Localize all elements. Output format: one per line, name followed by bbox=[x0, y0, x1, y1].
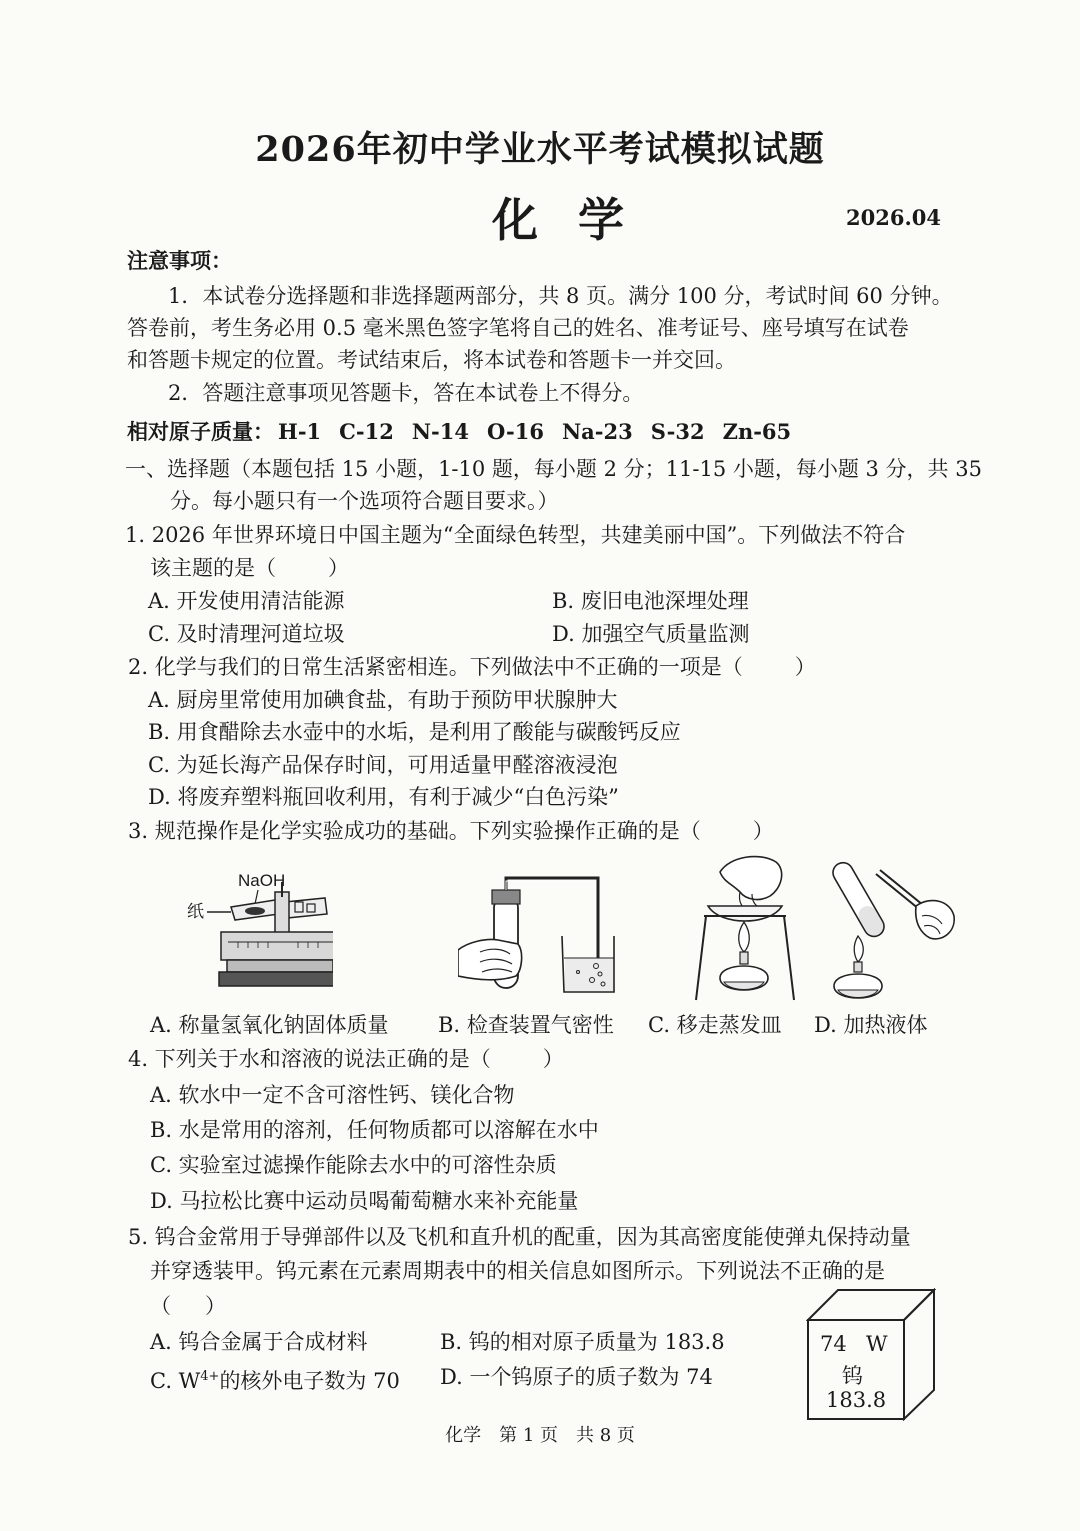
q1-option-d: D. 加强空气质量监测 bbox=[552, 622, 750, 646]
element-symbol: W bbox=[866, 1332, 888, 1356]
q5-option-a: A. 钨合金属于合成材料 bbox=[150, 1330, 368, 1354]
q1-stem-line2: 该主题的是（ ） bbox=[150, 556, 349, 580]
q4-option-b: B. 水是常用的溶剂，任何物质都可以溶解在水中 bbox=[150, 1118, 599, 1142]
q2-stem: 2. 化学与我们的日常生活紧密相连。下列做法中不正确的一项是（ ） bbox=[128, 655, 816, 679]
mass-zn: Zn-65 bbox=[722, 419, 792, 444]
mass-o: O-16 bbox=[486, 419, 544, 444]
q5-option-d: D. 一个钨原子的质子数为 74 bbox=[440, 1365, 713, 1389]
q4-option-a: A. 软水中一定不含可溶性钙、镁化合物 bbox=[150, 1083, 515, 1107]
atomic-masses bbox=[127, 418, 809, 446]
notes-item2: 2．答题注意事项见答题卡，答在本试卷上不得分。 bbox=[168, 381, 644, 405]
mass-s: S-32 bbox=[650, 419, 705, 444]
element-atomic-mass: 183.8 bbox=[826, 1388, 887, 1412]
q1-stem-line1: 1. 2026 年世界环境日中国主题为“全面绿色转型，共建美丽中国”。下列做法不符合 bbox=[125, 523, 906, 547]
q2-option-d: D. 将废弃塑料瓶回收利用，有利于减少“白色污染” bbox=[148, 785, 619, 809]
exam-date: 2026.04 bbox=[846, 205, 941, 230]
q1-option-a: A. 开发使用清洁能源 bbox=[148, 589, 345, 613]
page-footer: 化学 第 1 页 共 8 页 bbox=[445, 1425, 635, 1446]
q5-stem-line2: 并穿透装甲。钨元素在元素周期表中的相关信息如图所示。下列说法不正确的是 bbox=[150, 1259, 885, 1283]
notes-item1-line2: 答卷前，考生务必用 0.5 毫米黑色签字笔将自己的姓名、准考证号、座号填写在试卷 bbox=[127, 316, 909, 340]
q3-option-a: A. 称量氢氧化钠固体质量 bbox=[150, 1013, 389, 1037]
q2-option-c: C. 为延长海产品保存时间，可用适量甲醛溶液浸泡 bbox=[148, 753, 618, 777]
mass-h: H-1 bbox=[278, 419, 322, 444]
q3-option-b: B. 检查装置气密性 bbox=[438, 1013, 614, 1037]
q5-stem-line1: 5. 钨合金常用于导弹部件以及飞机和直升机的配重，因为其高密度能使弹丸保持动量 bbox=[128, 1225, 911, 1249]
notes-heading: 注意事项： bbox=[127, 248, 232, 273]
q3-option-c: C. 移走蒸发皿 bbox=[648, 1013, 782, 1037]
figure-heating-liquid bbox=[826, 856, 956, 1004]
figure-label-naoh: NaOH bbox=[238, 871, 286, 890]
figure-label-paper: 纸 bbox=[187, 902, 204, 921]
mass-c: C-12 bbox=[339, 419, 394, 444]
exam-title: 2026年初中学业水平考试模拟试题 bbox=[255, 129, 825, 170]
figure-airtightness-check bbox=[458, 872, 618, 1002]
notes-item1-line3: 和答题卡规定的位置。考试结束后，将本试卷和答题卡一并交回。 bbox=[127, 348, 736, 372]
q1-option-c: C. 及时清理河道垃圾 bbox=[148, 622, 345, 646]
tungsten-element-cell bbox=[806, 1288, 936, 1421]
q4-option-d: D. 马拉松比赛中运动员喝葡萄糖水来补充能量 bbox=[150, 1189, 579, 1213]
q2-option-b: B. 用食醋除去水壶中的水垢，是利用了酸能与碳酸钙反应 bbox=[148, 720, 681, 744]
notes-item1-line1: 1．本试卷分选择题和非选择题两部分，共 8 页。满分 100 分，考试时间 60 分钟。 bbox=[168, 284, 953, 308]
figure-balance-weighing bbox=[183, 862, 333, 997]
q5-stem-line3: （ ） bbox=[150, 1294, 226, 1318]
atomic-masses-label: 相对原子质量： bbox=[127, 419, 274, 444]
q5-option-c: C. $W^{4+}$的核外电子数为 70 bbox=[150, 1369, 400, 1393]
mass-na: Na-23 bbox=[561, 419, 633, 444]
subject-title: 化学 bbox=[492, 193, 664, 247]
figure-evaporating-dish bbox=[690, 852, 800, 1002]
q3-stem: 3. 规范操作是化学实验成功的基础。下列实验操作正确的是（ ） bbox=[128, 819, 774, 843]
section1-line1: 一、选择题（本题包括 15 小题，1-10 题，每小题 2 分；11-15 小题，每小题 3 分，共 35 bbox=[125, 457, 982, 481]
q2-option-a: A. 厨房里常使用加碘食盐，有助于预防甲状腺肿大 bbox=[148, 688, 618, 712]
q4-option-c: C. 实验室过滤操作能除去水中的可溶性杂质 bbox=[150, 1153, 557, 1177]
element-name: 钨 bbox=[842, 1364, 863, 1388]
element-atomic-number: 74 bbox=[820, 1332, 847, 1356]
q1-option-b: B. 废旧电池深埋处理 bbox=[552, 589, 749, 613]
mass-n: N-14 bbox=[411, 419, 469, 444]
q5-option-b: B. 钨的相对原子质量为 183.8 bbox=[440, 1330, 725, 1354]
q4-stem: 4. 下列关于水和溶液的说法正确的是（ ） bbox=[128, 1047, 564, 1071]
section1-line2: 分。每小题只有一个选项符合题目要求。） bbox=[170, 489, 559, 513]
q3-option-d: D. 加热液体 bbox=[814, 1013, 928, 1037]
